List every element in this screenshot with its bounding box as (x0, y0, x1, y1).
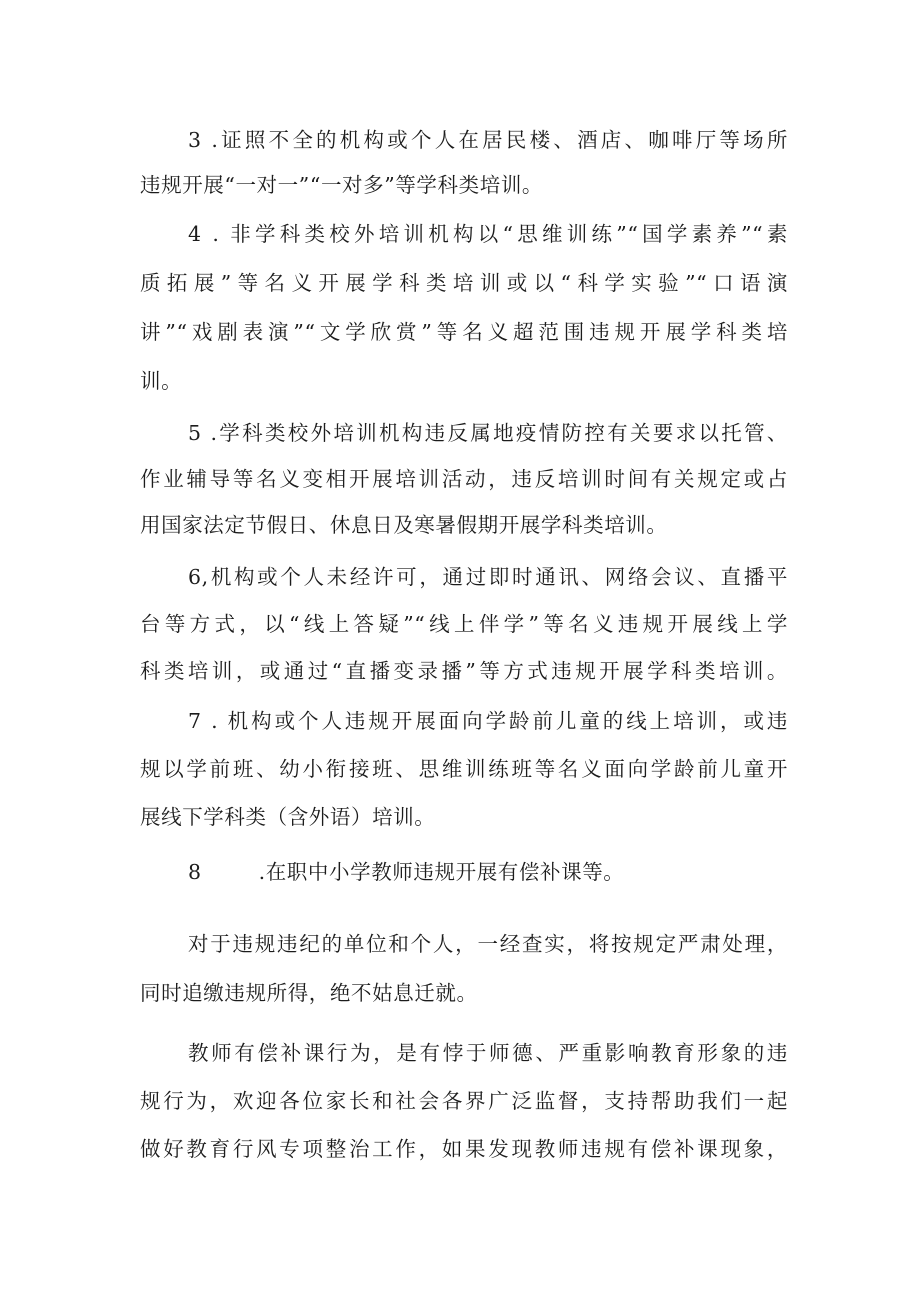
paragraph-5-line-1: 5 .学科类校外培训机构违反属地疫情防控有关要求以托管、 (188, 421, 788, 445)
paragraph-6-line-2: 台等方式，以“线上答疑”“线上伴学”等名义违规开展线上学 (140, 612, 788, 636)
paragraph-7-line-2: 规以学前班、幼小衔接班、思维训练班等名义面向学龄前儿童开 (140, 757, 788, 781)
paragraph-4-line-4: 训。 (140, 369, 183, 393)
paragraph-3-line-2: 违规开展“一对一”“一对多”等学科类培训。 (140, 173, 544, 197)
paragraph-supervision-line-2: 规行为，欢迎各位家长和社会各界广泛监督，支持帮助我们一起 (140, 1089, 788, 1113)
paragraph-5-line-2: 作业辅导等名义变相开展培训活动，违反培训时间有关规定或占 (140, 467, 788, 491)
paragraph-supervision-line-3: 做好教育行风专项整治工作，如果发现教师违规有偿补课现象， (140, 1137, 788, 1161)
paragraph-4-line-3: 讲”“戏剧表演”“文学欣赏”等名义超范围违规开展学科类培 (140, 320, 788, 344)
paragraph-7-line-1: 7 . 机构或个人违规开展面向学龄前儿童的线上培训，或违 (188, 709, 788, 733)
paragraph-penalty-line-1: 对于违规违纪的单位和个人，一经查实，将按规定严肃处理， (188, 932, 788, 956)
paragraph-4-line-1: 4 . 非学科类校外培训机构以“思维训练”“国学素养”“素 (188, 222, 788, 246)
paragraph-7-line-3: 展线下学科类（含外语）培训。 (140, 805, 436, 829)
paragraph-penalty-line-2: 同时追缴违规所得，绝不姑息迁就。 (140, 981, 478, 1005)
paragraph-5-line-3: 用国家法定节假日、休息日及寒暑假期开展学科类培训。 (140, 513, 668, 537)
paragraph-6-line-1: 6,机构或个人未经许可，通过即时通讯、网络会议、直播平 (188, 565, 788, 589)
paragraph-6-line-3: 科类培训，或通过“直播变录播”等方式违规开展学科类培训。 (140, 659, 788, 683)
paragraph-3-line-1: 3 .证照不全的机构或个人在居民楼、酒店、咖啡厅等场所 (188, 128, 788, 152)
paragraph-8-line-1: 8 .在职中小学教师违规开展有偿补课等。 (188, 860, 625, 884)
paragraph-supervision-line-1: 教师有偿补课行为，是有悖于师德、严重影响教育形象的违 (188, 1041, 788, 1065)
paragraph-4-line-2: 质拓展”等名义开展学科类培训或以“科学实验”“口语演 (140, 271, 788, 295)
